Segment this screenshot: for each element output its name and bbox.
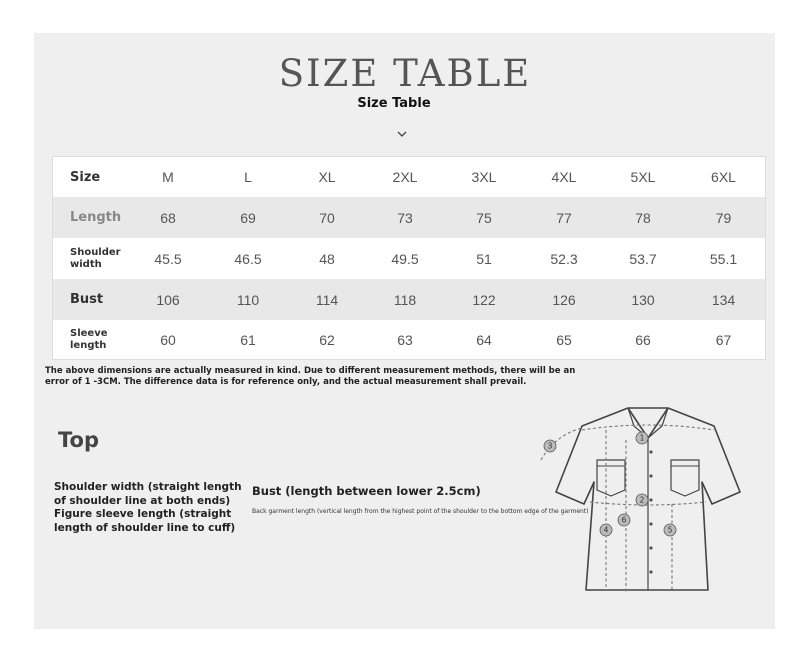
row-label-length: Length bbox=[70, 210, 122, 225]
marker-5-label: 5 bbox=[667, 525, 673, 535]
marker-5 bbox=[664, 524, 676, 536]
table-cell: 77 bbox=[556, 209, 572, 226]
marker-4-label: 4 bbox=[603, 525, 609, 535]
marker-1 bbox=[636, 432, 648, 444]
table-cell: 49.5 bbox=[391, 250, 419, 267]
table-cell: 73 bbox=[397, 209, 413, 226]
table-cell: 79 bbox=[715, 209, 732, 226]
measurement-guides bbox=[541, 425, 714, 592]
page-subtitle: Size Table bbox=[357, 96, 431, 111]
table-cell: 48 bbox=[319, 250, 335, 267]
table-row bbox=[53, 279, 765, 320]
row-label-sleeve-length: Sleeve length bbox=[70, 327, 108, 351]
bust-description: Bust (length between lower 2.5cm) bbox=[252, 484, 481, 498]
button-dots bbox=[649, 450, 652, 573]
table-cell: 130 bbox=[631, 291, 655, 308]
table-cell: 53.7 bbox=[629, 250, 657, 267]
marker-3 bbox=[544, 440, 556, 452]
column-header: 5XL bbox=[630, 169, 656, 185]
shirt-measurement-diagram bbox=[530, 400, 760, 600]
sleeve-length-description: Figure sleeve length (straight length of shoulder line to cuff) bbox=[54, 508, 236, 534]
table-cell: 70 bbox=[319, 209, 335, 226]
table-cell: 51 bbox=[476, 250, 492, 267]
chevron-down-icon bbox=[396, 128, 408, 140]
table-cell: 45.5 bbox=[154, 250, 182, 267]
table-cell: 52.3 bbox=[550, 250, 578, 267]
column-header: M bbox=[162, 169, 174, 185]
column-header: 2XL bbox=[392, 169, 418, 185]
table-cell: 64 bbox=[476, 331, 492, 348]
column-header: XL bbox=[318, 169, 336, 185]
table-row bbox=[53, 238, 765, 279]
table-cell: 122 bbox=[472, 291, 496, 308]
marker-2-label: 2 bbox=[639, 495, 645, 505]
table-cell: 78 bbox=[635, 209, 651, 226]
marker-6-label: 6 bbox=[621, 515, 627, 525]
table-cell: 126 bbox=[552, 291, 576, 308]
shoulder-width-description: Shoulder width (straight length of shoulder line at both ends) bbox=[54, 481, 242, 507]
column-header-size: Size bbox=[70, 169, 101, 185]
section-title-top: Top bbox=[58, 428, 99, 452]
marker-1-label: 1 bbox=[639, 433, 645, 443]
column-header: 4XL bbox=[551, 169, 577, 185]
measurement-markers bbox=[544, 432, 676, 536]
table-cell: 60 bbox=[160, 331, 176, 348]
table-cell: 46.5 bbox=[234, 250, 262, 267]
table-cell: 106 bbox=[156, 291, 180, 308]
table-cell: 55.1 bbox=[709, 250, 738, 267]
table-cell: 66 bbox=[635, 331, 651, 348]
measurement-note: The above dimensions are actually measured in kind. Due to different measurement methods, there will be an error of 1 -3CM. The difference data is for reference only, and the actual measurement shall prevail. bbox=[45, 366, 576, 387]
table-cell: 118 bbox=[393, 291, 417, 308]
column-header: L bbox=[244, 169, 252, 185]
marker-3-label: 3 bbox=[547, 441, 553, 451]
measurement-descriptions bbox=[54, 481, 254, 535]
table-cell: 114 bbox=[315, 291, 339, 308]
table-cell: 67 bbox=[715, 331, 732, 348]
table-cell: 69 bbox=[240, 209, 256, 226]
marker-4 bbox=[600, 524, 612, 536]
page-title: SIZE TABLE bbox=[278, 52, 532, 95]
table-cell: 75 bbox=[476, 209, 492, 226]
table-cell: 134 bbox=[711, 291, 736, 308]
table-cell: 65 bbox=[556, 331, 572, 348]
table-row bbox=[53, 320, 765, 359]
row-label-bust: Bust bbox=[70, 292, 104, 307]
column-header: 3XL bbox=[471, 169, 497, 185]
table-row bbox=[53, 197, 765, 238]
row-label-shoulder-width: Shoulder width bbox=[70, 246, 121, 270]
back-length-description: Back garment length (vertical length from the highest point of the shoulder to the bottom edge of the garment) bbox=[252, 508, 589, 515]
table-cell: 63 bbox=[397, 331, 413, 348]
table-cell: 61 bbox=[240, 331, 256, 348]
marker-2 bbox=[636, 494, 648, 506]
table-header-row bbox=[53, 157, 765, 197]
column-header: 6XL bbox=[711, 169, 736, 185]
table-cell: 110 bbox=[236, 291, 260, 308]
marker-6 bbox=[618, 514, 630, 526]
table-cell: 68 bbox=[160, 209, 176, 226]
size-table bbox=[52, 156, 766, 360]
table-cell: 62 bbox=[319, 331, 335, 348]
